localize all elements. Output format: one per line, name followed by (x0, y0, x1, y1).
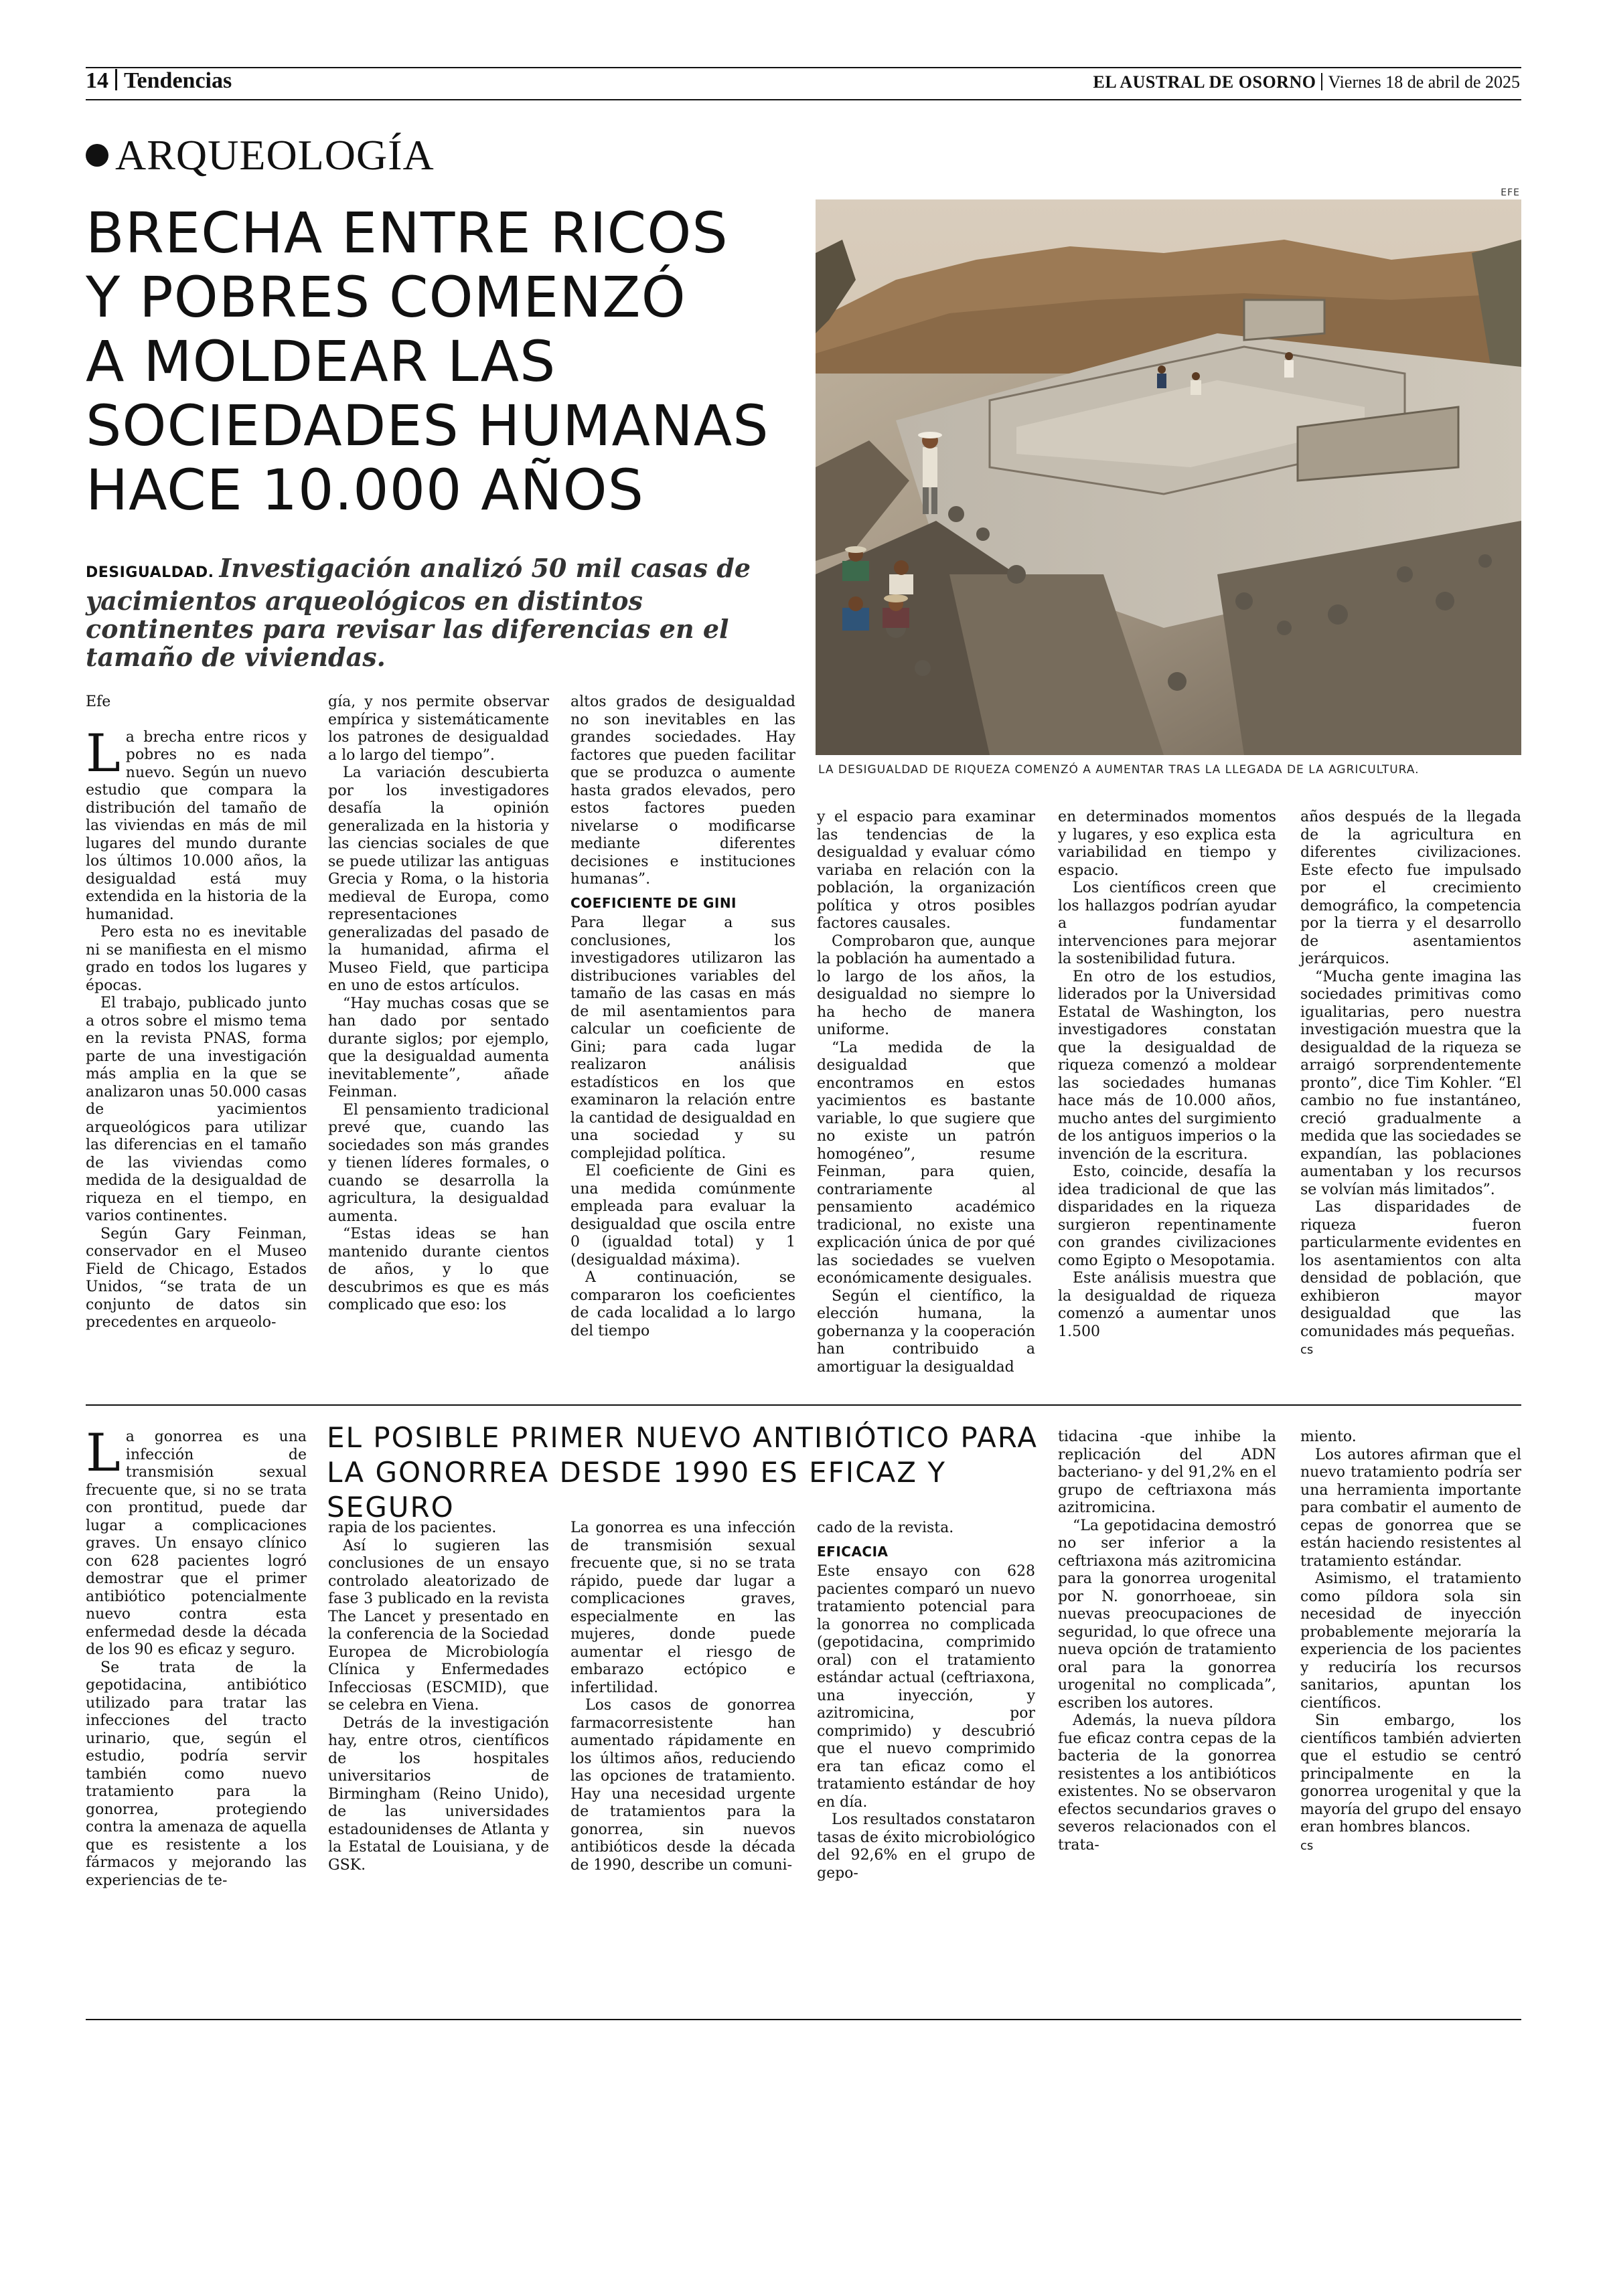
paragraph: Este ensayo con 628 pacientes comparó un nuevo tratamiento potencial para la gonorrea no complicada (gepotidacina, comprimido oral) con el tratamiento estándar actual (ceftriaxona, una inyección, y azitromicina, por comprimido) y descubrió que el nuevo comprimido era tan eficaz como el tratamiento estándar de hoy en día. (817, 1563, 1035, 1811)
paragraph: Los autores afirman que el nuevo tratamiento podría ser una herramienta importante para combatir el aumento de cepas de gonorrea que se están haciendo resistentes al tratamiento estándar. (1300, 1446, 1521, 1570)
paragraph: rapia de los pacientes. (328, 1520, 497, 1536)
article1-column-6 (1300, 809, 1521, 1360)
paragraph: La gonorrea es una infección de transmisión sexual frecuente que, si no se trata rápido, puede dar lugar a complicaciones graves, especialmente en las mujeres, donde puede aumentar el riesgo de embarazo ectópico e infertilidad. (570, 1520, 795, 1696)
page-folio (86, 68, 232, 94)
article2-column-4 (817, 1520, 1035, 1882)
paragraph: Según Gary Feinman, conservador en el Museo Field de Chicago, Estados Unidos, “se trata de un conjunto de datos sin precedentes en arqueolo- (86, 1225, 307, 1331)
bullet-dot-icon (86, 144, 108, 167)
article1-column-3 (570, 693, 795, 1340)
section-label-text: ARQUEOLOGÍA (115, 131, 435, 179)
paragraph: tidacina -que inhibe la replicación del ADN bacteriano- y del 91,2% en el grupo de ceftriaxona más azitromicina. (1058, 1428, 1276, 1516)
article1-column-4 (817, 809, 1035, 1376)
paragraph: Comprobaron que, aunque la población ha aumentado a lo largo de los años, la desigualdad no siempre lo ha hecho de manera uniforme. (817, 932, 1035, 1038)
article2-column-1 (86, 1423, 307, 1890)
paragraph: Los científicos creen que los hallazgos podrían ayudar a fundamentar intervenciones para mejorar la sostenibilidad futura. (1058, 880, 1276, 967)
article2-column-3 (570, 1520, 795, 1874)
paragraph: Además, la nueva píldora fue eficaz contra cepas de la bacteria de la gonorrea resistentes a los antibióticos existentes. No se observaron efectos secundarios graves o severos relacionados con el trata- (1058, 1712, 1276, 1854)
end-mark-icon: cs (1300, 1343, 1314, 1357)
paragraph: La variación descubierta por los investigadores desafía la opinión generalizada en la historia y las ciencias sociales de que se puede utilizar las antiguas Grecia y Roma, o la historia medieval de Europa, como representaciones generalizadas del pasado de la humanidad, afirma el Museo Field, que participa en uno de estos artículos. (328, 764, 549, 994)
paragraph: Según el científico, la elección humana, la gobernanza y la cooperación han contribuido a amortiguar la desigualdad (817, 1287, 1035, 1376)
article-deck (86, 554, 795, 671)
paragraph: años después de la llegada de la agricultura en diferentes civilizaciones. Este efecto fue impulsado por el crecimiento demográfico, la competencia por la tierra y el desarrollo de asentamientos jerárquicos. (1300, 809, 1521, 967)
paragraph: Así lo sugieren las conclusiones de un ensayo controlado aleatorizado de fase 3 publicado en la revista The Lancet y presentado en la conferencia de la Sociedad Europea de Microbiología Clínica y Enfermedades Infecciosas (ESCMID), que se celebra en Viena. (328, 1537, 549, 1714)
subhead: EFICACIA (817, 1543, 889, 1560)
folio-divider (115, 69, 117, 90)
excavation-photo (816, 199, 1521, 755)
secondary-headline (327, 1420, 1050, 1525)
page-number: 14 (86, 68, 108, 93)
paragraph: El pensamiento tradicional prevé que, cuando las sociedades son más grandes y tienen líderes formales, o cuando se desarrolla la agricultura, la desigualdad aumenta. (328, 1101, 549, 1225)
headline-line: Y POBRES COMENZÓ (86, 264, 686, 330)
paragraph: Asimismo, el tratamiento como píldora sola sin necesidad de inyección probablemente mejoraría la experiencia de los pacientes y reduciría los recursos sanitarios, apuntan los científicos. (1300, 1570, 1521, 1712)
end-mark-icon: cs (1300, 1838, 1314, 1853)
section-name: Tendencias (124, 68, 232, 93)
paragraph: en determinados momentos y lugares, y eso explica esta variabilidad en tiempo y espacio. (1058, 809, 1276, 879)
paragraph: Los casos de gonorrea farmacorresistente han aumentado rápidamente en los últimos años, reduciendo las opciones de tratamiento. Hay una necesidad urgente de tratamientos para la gonorrea, sin nuevos antibióticos desde la década de 1990, describe un comuni- (570, 1697, 795, 1874)
deck-text: Investigación analizó 50 mil casas de yacimientos arqueológicos en distintos continentes para revisar las diferencias en el tamaño de viviendas. (86, 553, 751, 672)
paragraph: Los resultados constataron tasas de éxito microbiológico del 92,6% en el grupo de gepo- (817, 1811, 1035, 1882)
paragraph: Esto, coincide, desafía la idea tradicional de que las disparidades en la riqueza surgieron repentinamente con grandes civilizaciones como Egipto o Mesopotamia. (1058, 1163, 1276, 1269)
article-divider (86, 1404, 1521, 1406)
masthead-divider (1321, 73, 1322, 90)
excavation-photo-art (816, 199, 1521, 755)
paragraph: El coeficiente de Gini es una medida comúnmente empleada para evaluar la desigualdad que oscila entre 0 (igualdad total) y 1 (desigualdad máxima). (570, 1163, 795, 1268)
paragraph: miento. (1300, 1428, 1357, 1445)
paragraph: Detrás de la investigación hay, entre otros, científicos de los hospitales universitarios de Birmingham (Reino Unido), de las universidades estadounidenses de Atlanta y la Estatal de Louisiana, y de GSK. (328, 1714, 549, 1874)
article2-column-2 (328, 1520, 549, 1874)
article2-column-5 (1058, 1428, 1276, 1854)
headline-line: EL POSIBLE PRIMER NUEVO ANTIBIÓTICO PARA (327, 1421, 1038, 1454)
article2-column-6 (1300, 1428, 1521, 1855)
paragraph: Se trata de la gepotidacina, antibiótico utilizado para tratar las infecciones del tracto urinario, que, según el estudio, podría servir también como nuevo tratamiento para la gonorrea, protegiendo contra la amenaza de aquella que es resistente a los fármacos y mejorando las experiencias de te- (86, 1659, 307, 1889)
headline-line: LA GONORREA DESDE 1990 ES EFICAZ Y SEGURO (327, 1456, 946, 1524)
issue-date: Viernes 18 de abril de 2025 (1328, 72, 1520, 92)
masthead (1093, 72, 1520, 92)
paragraph: gía, y nos permite observar empírica y sistemáticamente los patrones de desigualdad a lo largo del tiempo”. (328, 693, 549, 764)
photo-credit: EFE (1501, 187, 1520, 198)
photo-caption: LA DESIGUALDAD DE RIQUEZA COMENZÓ A AUMENTAR TRAS LA LLEGADA DE LA AGRICULTURA. (818, 763, 1420, 776)
paragraph: Las disparidades de riqueza fueron particularmente evidentes en los asentamientos con alta densidad de población, que exhibieron mayor desigualdad que las comunidades más pequeñas. (1300, 1199, 1521, 1340)
paragraph: En otro de los estudios, liderados por la Universidad Estatal de Washington, los investigadores constatan que la desigualdad de riqueza comenzó a moldear las sociedades humanas hace más de 10.000 años, mucho antes del surgimiento de los antiguos imperios o la invención de la escritura. (1058, 968, 1276, 1163)
article1-column-2 (328, 693, 549, 1315)
headline-line: SOCIEDADES HUMANAS (86, 393, 769, 459)
paragraph: a brecha entre ricos y pobres no es nada nuevo. Según un nuevo estudio que compara la distribución del tamaño de las viviendas en más de mil lugares del mundo durante los últimos 10.000 años, la desigualdad está muy extendida en la historia de la humanidad. (86, 728, 307, 923)
top-rule (86, 67, 1521, 68)
headline-line: BRECHA ENTRE RICOS (86, 200, 729, 266)
deck-kicker: DESIGUALDAD. (86, 564, 214, 581)
section-label (86, 131, 435, 180)
paragraph: “Mucha gente imagina las sociedades primitivas como igualitarias, pero nuestra investigación muestra que la desigualdad de la riqueza se arraigó sorprendentemente pronto”, dice Tim Kohler. “El cambio no fue instantáneo, creció gradualmente a medida que las sociedades se expandían, las poblaciones aumentaban y los recursos se volvían más limitados”. (1300, 968, 1521, 1198)
article1-column-1 (86, 693, 307, 1332)
headline-line: A MOLDEAR LAS (86, 329, 556, 394)
headline-line: HACE 10.000 AÑOS (86, 457, 644, 523)
paragraph: cado de la revista. (817, 1520, 954, 1536)
paragraph: a gonorrea es una infección de transmisión sexual frecuente que, si no se trata con prontitud, puede dar lugar a complicaciones graves. Un ensayo clínico con 628 pacientes logró demostrar que el primer antibiótico potencialmente nuevo contra esta enfermedad desde la década de los 90 es eficaz y seguro. (86, 1428, 307, 1658)
paragraph: altos grados de desigualdad no son inevitables en las grandes sociedades. Hay factores que pueden facilitar que se produzca o aumente hasta grados elevados, pero estos factores pueden nivelarse o modificarse mediante diferentes decisiones e instituciones humanas”. (570, 693, 795, 888)
paragraph: El trabajo, publicado junto a otros sobre el mismo tema en la revista PNAS, forma parte de una investigación más amplia en la que se analizaron unas 50.000 casas de yacimientos arqueológicos para utilizar las diferencias en el tamaño de las viviendas como medida de la desigualdad de riqueza en el tiempo, en varios continentes. (86, 995, 307, 1224)
paragraph: Para llegar a sus conclusiones, los investigadores utilizaron las distribuciones variables del tamaño de las casas en más de mil asentamientos para calcular un coeficiente de Gini; para cada lugar realizaron análisis estadísticos en los que examinaron la relación entre la cantidad de desigualdad en una sociedad y su complejidad política. (570, 914, 795, 1162)
paragraph: “La medida de la desigualdad que encontramos en estos yacimientos es bastante variable, lo que sugiere que no existe un patrón homogéneo”, resume Feinman, para quien, contrariamente al pensamiento académico tradicional, no existe una explicación única de por qué las sociedades se vuelven económicamente desiguales. (817, 1039, 1035, 1287)
paragraph: A continuación, se compararon los coeficientes de cada localidad a lo largo del tiempo (570, 1269, 795, 1339)
drop-cap: L (86, 1423, 121, 1483)
header-rule (86, 99, 1521, 100)
paragraph: y el espacio para examinar las tendencias de la desigualdad y evaluar cómo variaba en relación con la población, la organización política y otros posibles factores causales. (817, 809, 1035, 932)
main-headline (86, 201, 809, 522)
byline: Efe (86, 693, 111, 710)
paragraph: Sin embargo, los científicos también advierten que el estudio se centró principalmente en la gonorrea urogenital y que la mayoría del grupo del ensayo eran hombres blancos. (1300, 1712, 1521, 1835)
article1-column-5 (1058, 809, 1276, 1341)
paragraph: Pero esta no es inevitable ni se manifiesta en el mismo grado en todos los lugares y épocas. (86, 924, 307, 994)
paragraph: “Estas ideas se han mantenido durante cientos de años, y lo que descubrimos es que es más complicado que eso: los (328, 1226, 549, 1313)
drop-cap: L (86, 723, 121, 784)
subhead: COEFICIENTE DE GINI (570, 894, 737, 911)
paragraph: “Hay muchas cosas que se han dado por sentado durante siglos; por ejemplo, que la desigualdad aumenta inevitablemente”, añade Feinman. (328, 995, 549, 1100)
paper-name: EL AUSTRAL DE OSORNO (1093, 72, 1316, 92)
bottom-rule (86, 2019, 1521, 2020)
paragraph: Este análisis muestra que la desigualdad de riqueza comenzó a aumentar unos 1.500 (1058, 1270, 1276, 1340)
paragraph: “La gepotidacina demostró no ser inferior a la ceftriaxona más azitromicina para la gonorrea urogenital por N. gonorrhoeae, sin nuevas preocupaciones de seguridad, lo que ofrece una nueva opción de tratamiento oral para la gonorrea urogenital no complicada”, escriben los autores. (1058, 1517, 1276, 1712)
